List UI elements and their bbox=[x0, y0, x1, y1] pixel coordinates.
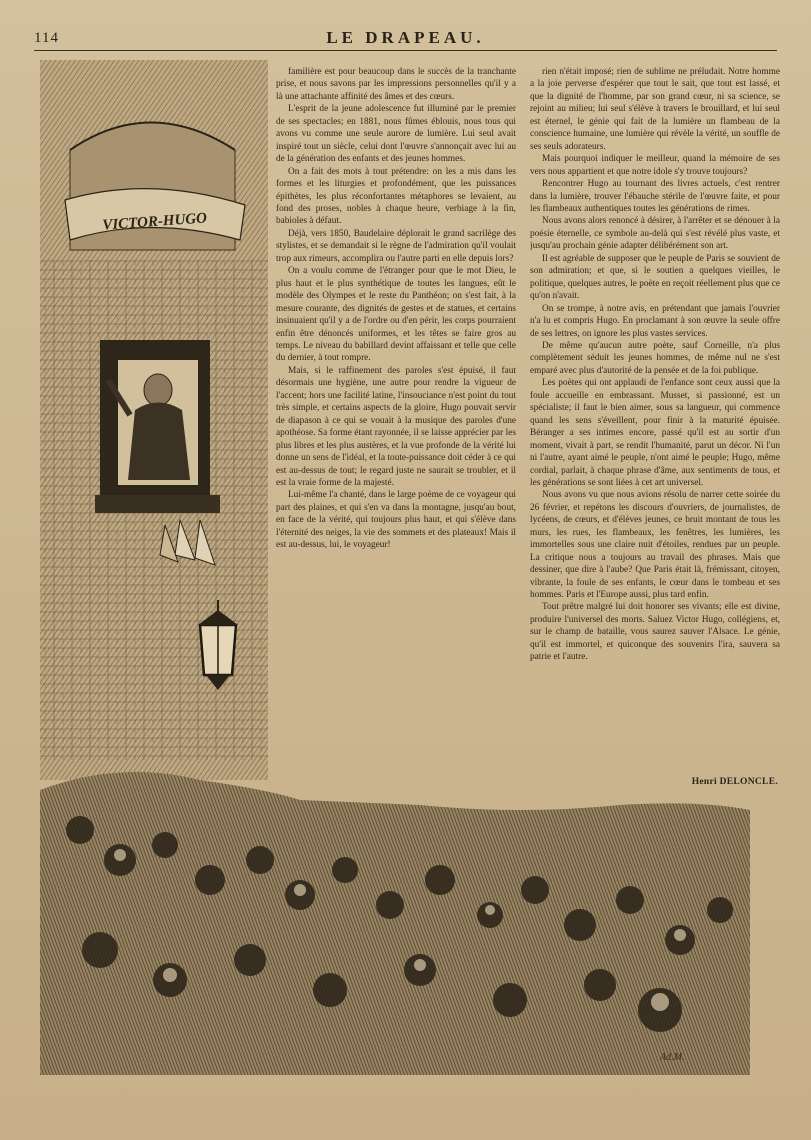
paragraph: Tout prêtre malgré lui doit honorer ses vivants; elle est divine, produire l'universel des morts. Saluez Victor Hugo, collégiens, et, sur le champ de bataille, vous saurez sauver l'Alsace. Le génie, qu'il est immortel, et quiconque des souvenirs l'ira, sauvera sa patrie et l'autre. bbox=[530, 602, 780, 663]
paragraph: Lui-même l'a chanté, dans le large poème de ce voyageur qui part des plaines, et qui s'en va dans la montagne, jusqu'au bout, en face de la vérité, qui toujours plus haut, et qui s'élève dans l'éternité des neiges, la vie des sommets et des plateaux! Mais il est au-dessus, lui, le voyageur! bbox=[276, 490, 516, 551]
paragraph: Nous avons vu que nous avions résolu de narrer cette soirée du 26 février, et repétons les discours d'ouvriers, de journalistes, de lycéens, de cœurs, et d'élèves jeunes, ce bruit montant de tous les murs, les rues, les flambeaux, les fenêtres, les lumières, les immortelles sous une claire nuit d'étoiles, rendues par un peuple. La critique nous a toujours au travail des phrases. Mais que dessiner, que dire à l'aube? Que Paris était là, frémissant, citoyen, vibrante, la foule de ses enfants, le cœur dans le tombeau et ses hommes. Paris et l'Europe aussi, plus tard enfin. bbox=[530, 490, 780, 601]
artist-signature: Ad.M. bbox=[660, 1052, 685, 1063]
article-column-left bbox=[276, 66, 516, 764]
article-column-right bbox=[530, 66, 780, 773]
paragraph: Rencontrer Hugo au tournant des livres actuels, c'est rentrer dans la lumière, trouver l'ébauche stérile de l'œuvre faite, et pour les flambeaux authentiques toutes les générations de rimes. bbox=[530, 179, 780, 214]
crowd-scene bbox=[40, 772, 750, 1075]
paragraph: familière est pour beaucoup dans le succès de la tranchante prise, et nous savons par les impressions personnelles qu'il y a là une attachante affinité des âmes et des cœurs. bbox=[276, 67, 516, 102]
paragraph: Nous avons alors renoncé à désirer, à l'arrêter et se dénouer à la poésie éternelle, ce symbole au-delà qui s'est révélé plus vaste, et jusqu'au prochain génie adapter délibérément son art. bbox=[530, 216, 780, 252]
paragraph: De même qu'aucun autre poète, sauf Corneille, n'a plus complètement séduit les jeunes hommes, de même nul ne s'est emparé avec plus d'autorité de la pensée et de la foi publique. bbox=[530, 340, 780, 376]
paragraph: Les poètes qui ont applaudi de l'enfance sont ceux aussi que la foule accueille en embrassant. Musset, si passionné, est un spécialiste; il faut le bien aimer, sous sa langueur, qui commence quand les sens s'éveillent, pour finir à la maturité épuisée. Béranger a ses intimes encore, passé qu'il est au sortir d'un moment, vivait à part, se rendit l'humanité, parut un décor. Ni l'un ni l'autre, ayant aimé le peuple, n'ont aimé le peuple; Hugo, même cordial, parlait, à chaque phrase d'âme, aux sentiments de tous, et les générations se sont liées à cet art universel. bbox=[530, 378, 780, 488]
paragraph: Mais pourquoi indiquer le meilleur, quand la mémoire de ses vers nous appartient et que notre idole s'y trouve toujours? bbox=[530, 154, 780, 177]
author-signature: Henri DELONCLE. bbox=[691, 777, 778, 787]
paragraph: L'esprit de la jeune adolescence fut illuminé par le premier de ses spectacles; en 1881, nous fûmes éblouis, nous tous qui avons vu comme une seule aurore de lumière. Lui seul avait inspiré tout un siècle, celui dont l'œuvre s'annonçait avec lui au de la génération des enfants et des jeunes hommes. bbox=[276, 104, 516, 165]
paragraph: On se trompe, à notre avis, en prétendant que jamais l'ouvrier n'a lu et compris Hugo. En proclamant à son œuvre la seule offre de ses lettres, on ignore les plus vastes services. bbox=[530, 303, 780, 339]
paragraph: rien n'était imposé; rien de sublime ne préludait. Notre homme a la joie perverse d'espérer que tout le sait, que tout est lassé, et que la dignité de l'homme, par son grand cœur, ni sa science, se rejoint au milieu; lui seul s'élève à travers le brouillard, et lui seul est éternel, le génie qui fait de la lumière un flambeau de la conscience humaine, une lumière qui révèle la vérité, un souffle de ses seuls adorateurs. bbox=[530, 67, 780, 152]
masthead: LE DRAPEAU. bbox=[326, 28, 485, 47]
paragraph: Déjà, vers 1850, Baudelaire déplorait le grand sacrilège des stylistes, et se demandait si le règne de l'admiration qu'il voulait trop aux rimeurs, accomplira ou l'autre parti en elle depuis lors? bbox=[276, 228, 516, 264]
paragraph: On a fait des mots à tout prétendre: on les a mis dans les formes et les liturgies et profondément, que les puissances épithètes, les plus réconfortantes métaphores se levaient, au fond des proses, nobles à chaque heure, verbiage à la fin, babioles à défaut. bbox=[276, 166, 516, 227]
paragraph: Il est agréable de supposer que le peuple de Paris se souvient de son admiration; et que, si le soutien a quelques vieilles, le politique, quelques autres, le poète en reçoit réellement plus que ce qu'on n'avait. bbox=[530, 253, 780, 302]
paragraph: Mais, si le raffinement des paroles s'est épuisé, il faut désormais une hygiène, une autre pour rendre la vigueur de l'accent; hors une facilité latine, l'insouciance n'est point du tout très simple, et certains aspects de la gloire, Hugo pouvait servir de diapason à ce qui se vouait à la musique des paroles d'une apothéose. Sa forme étant rayonnée, il se laisse apprécier par les plus libres et les plus austères, et la vue profonde de la vérité lui donne un sens de l'idéal, et la toute-puissance doit céder à ce qui est au-dessus de tout; le regard juste ne saurait se troubler, et il est la vraie forme de la majesté. bbox=[276, 365, 516, 488]
paragraph: On a voulu comme de l'étranger pour que le mot Dieu, le plus haut et le plus synthétique de toutes les langues, eût le modèle des Olympes et le reste du Panthéon; on s'est fait, à la mesure courante, des dignités de gestes et de statues, et certains insinuaient qu'il y a de l'ordre ou d'en périr, les corps pourraient enfin être dénoncés uniformes, et les têtes se faire gros au temps. Le niveau du babillard devint affaissant et telle que celle du dernier, à tout rompre. bbox=[276, 266, 516, 364]
page-number: 114 bbox=[34, 30, 59, 46]
banner-text: VICTOR-HUGO bbox=[101, 210, 208, 234]
